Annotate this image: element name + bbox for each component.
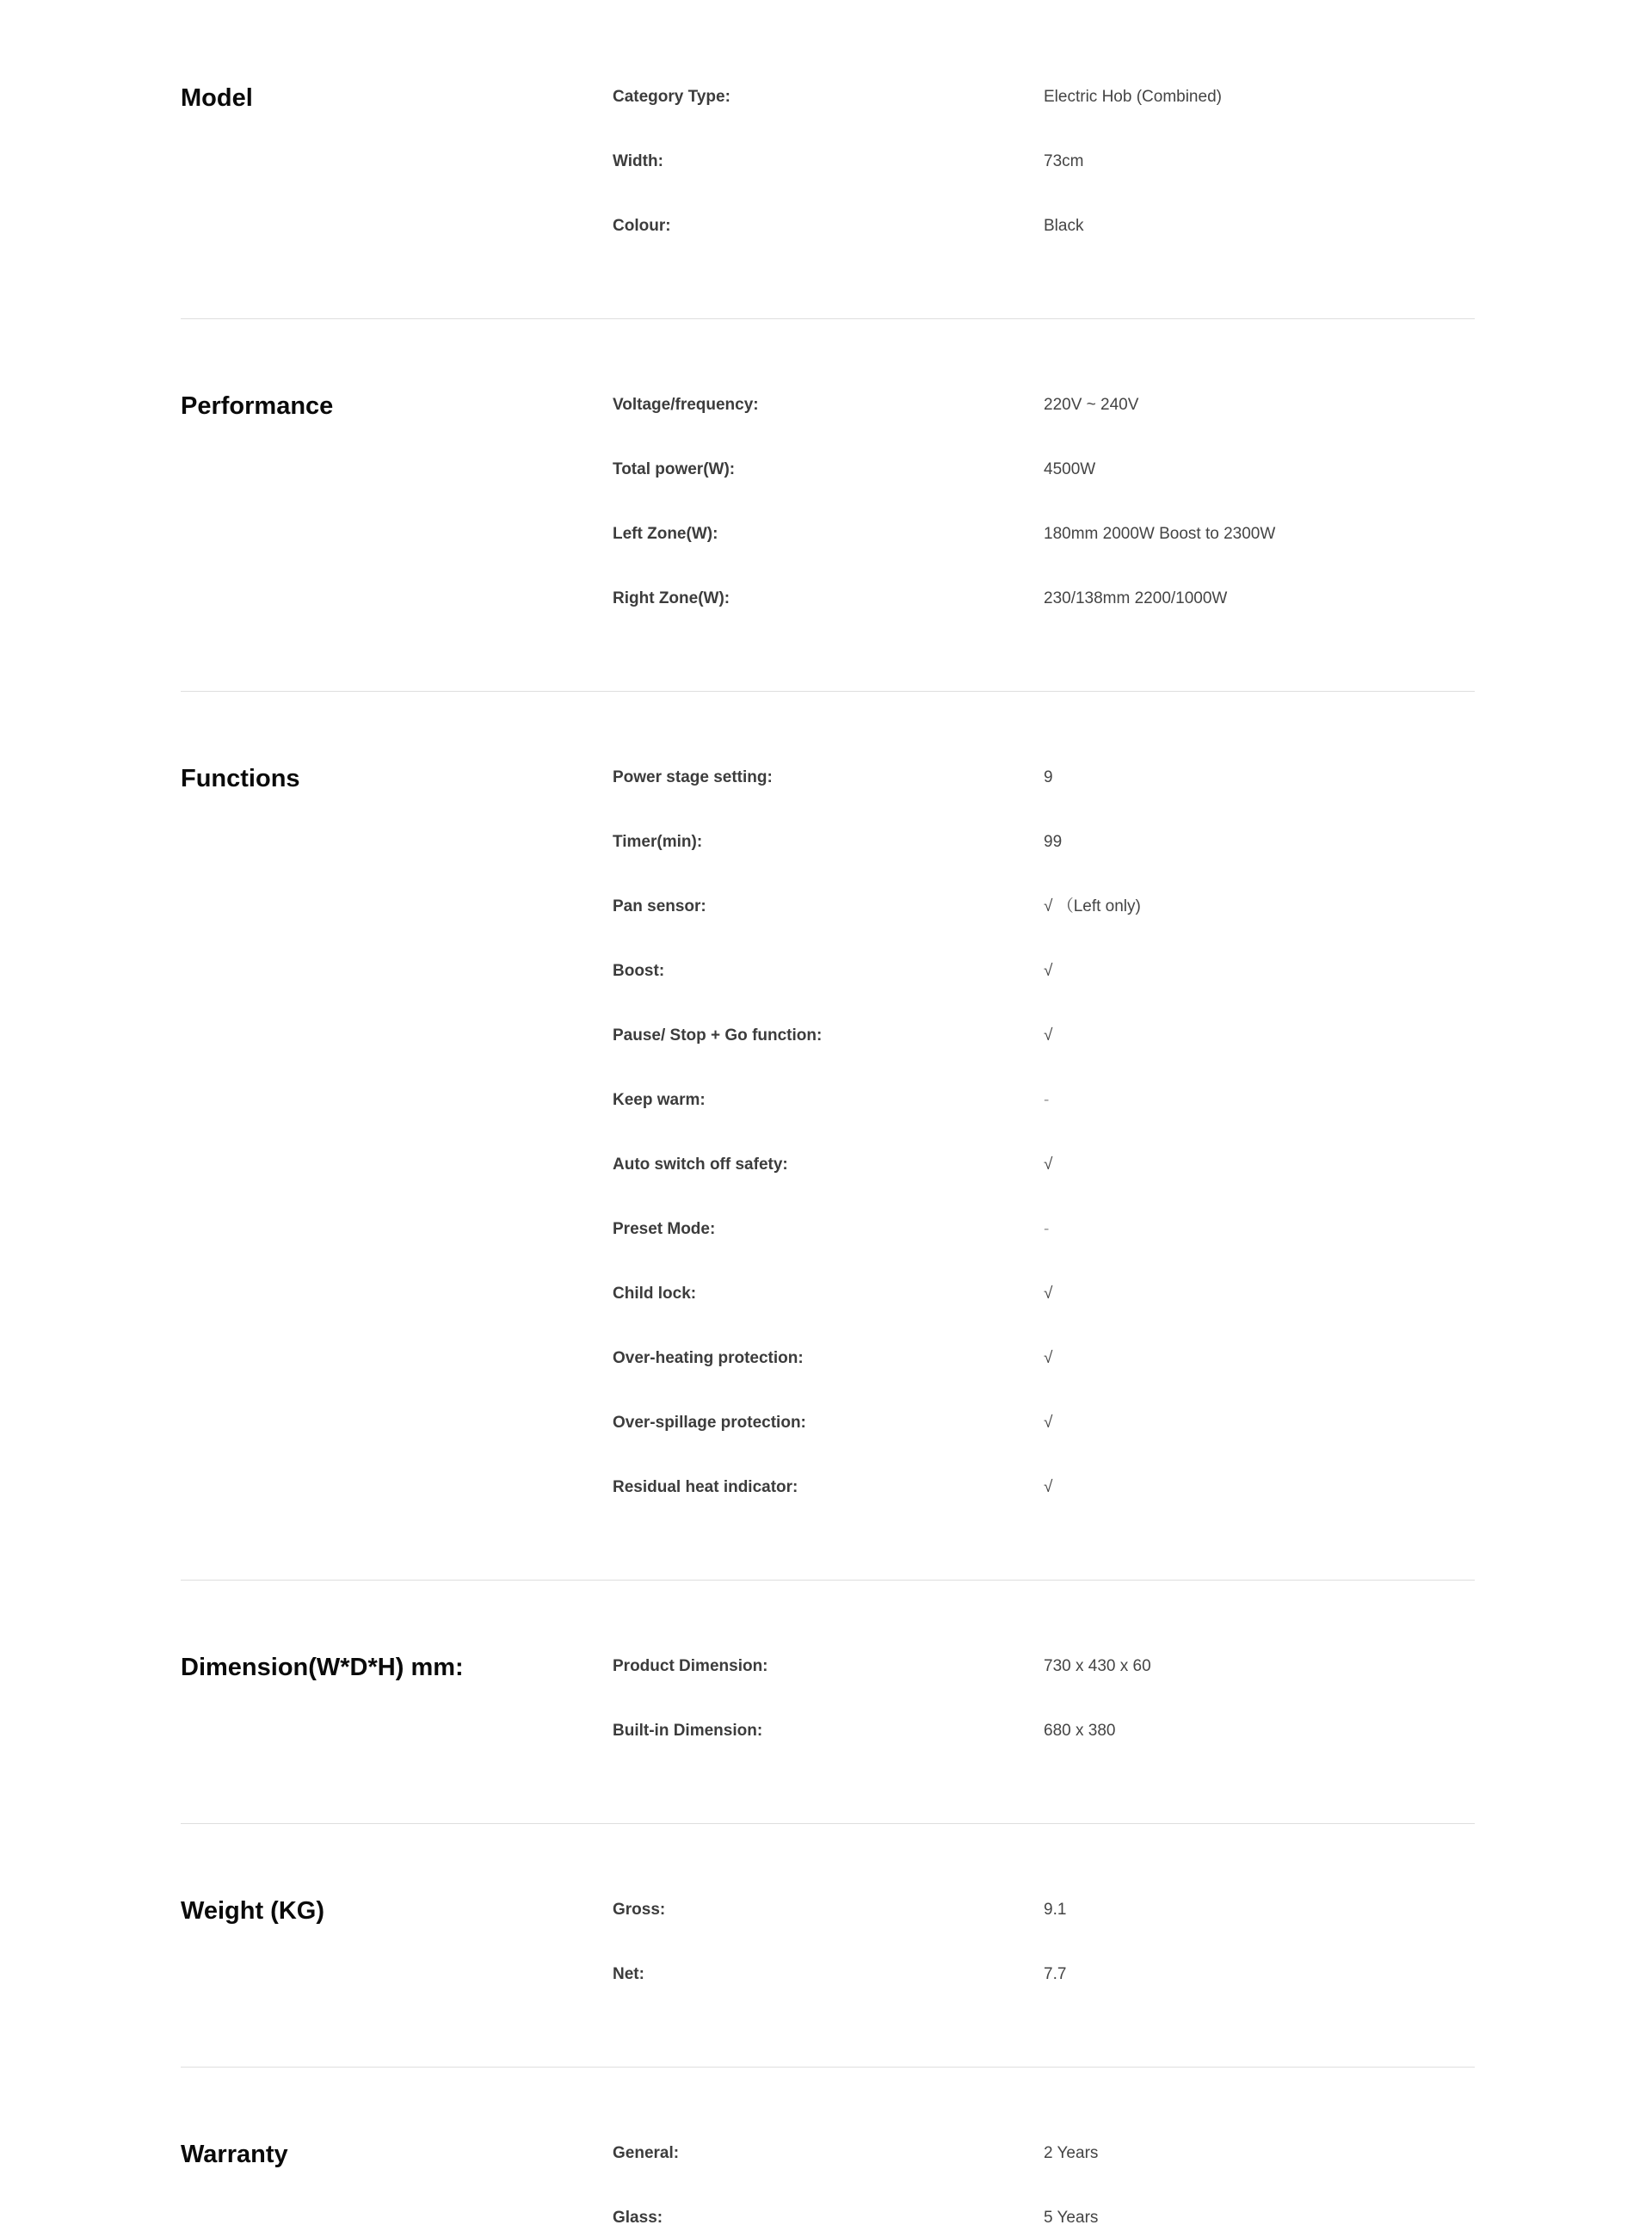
spec-label: General: [613,2144,680,2162]
spec-row [181,1718,1475,1744]
spec-row [181,84,1475,110]
spec-value: 99 [1044,833,1063,851]
spec-row [181,213,1475,239]
spec-label: Gross: [613,1901,666,1919]
spec-row [181,586,1475,612]
spec-value: 230/138mm 2200/1000W [1044,589,1228,607]
spec-label: Net: [613,1965,644,1983]
spec-value: 730 x 430 x 60 [1044,1657,1151,1675]
spec-value: √ [1044,1026,1053,1045]
section-title: Functions [181,765,300,792]
spec-label: Colour: [613,217,671,235]
spec-value: 180mm 2000W Boost to 2300W [1044,525,1276,543]
spec-value: √ [1044,962,1053,980]
section-title: Dimension(W*D*H) mm: [181,1654,464,1681]
spec-label: Product Dimension: [613,1657,768,1675]
spec-label: Category Type: [613,88,730,106]
spec-label: Left Zone(W): [613,525,718,543]
spec-value: 73cm [1044,152,1084,170]
section-divider [181,1823,1475,1824]
section-divider [181,318,1475,319]
spec-label: Pause/ Stop + Go function: [613,1026,823,1045]
spec-label: Power stage setting: [613,768,773,786]
spec-row [181,149,1475,175]
spec-value: 7.7 [1044,1965,1067,1983]
spec-value: Electric Hob (Combined) [1044,88,1222,106]
spec-label: Auto switch off safety: [613,1156,788,1174]
spec-label: Pan sensor: [613,897,706,915]
spec-value: √ [1044,1285,1053,1303]
spec-value: 9.1 [1044,1901,1067,1919]
spec-row [181,1654,1475,1679]
spec-value: 680 x 380 [1044,1722,1116,1740]
spec-value: 4500W [1044,460,1096,478]
spec-row [181,2141,1475,2166]
section-divider [181,1580,1475,1581]
spec-row [181,392,1475,418]
spec-row [181,1088,1475,1113]
section-divider [181,691,1475,692]
spec-row [181,1962,1475,1988]
spec-label: Total power(W): [613,460,736,478]
spec-row [181,958,1475,984]
spec-label: Keep warm: [613,1091,706,1109]
spec-row [181,1475,1475,1501]
spec-value: 220V ~ 240V [1044,396,1139,414]
section-title: Weight (KG) [181,1897,324,1925]
spec-row [181,1023,1475,1049]
spec-row [181,457,1475,483]
spec-row [181,1281,1475,1307]
spec-row [181,2205,1475,2231]
spec-label: Boost: [613,962,665,980]
spec-value: 9 [1044,768,1053,786]
spec-row [181,765,1475,791]
spec-label: Preset Mode: [613,1220,716,1238]
spec-label: Residual heat indicator: [613,1478,798,1496]
section-title: Model [181,84,253,112]
spec-label: Voltage/frequency: [613,396,759,414]
spec-value: √ [1044,1478,1053,1496]
spec-value: - [1044,1220,1050,1238]
spec-row [181,1217,1475,1242]
spec-label: Glass: [613,2209,663,2227]
spec-value: √ [1044,1349,1053,1367]
spec-row [181,521,1475,547]
spec-value: 2 Years [1044,2144,1099,2162]
section-title: Warranty [181,2141,288,2168]
spec-label: Child lock: [613,1285,697,1303]
spec-row [181,1152,1475,1178]
spec-row [181,894,1475,920]
spec-row [181,1346,1475,1371]
spec-label: Over-heating protection: [613,1349,804,1367]
spec-value: √ [1044,1414,1053,1432]
spec-label: Right Zone(W): [613,589,730,607]
spec-value: √ （Left only) [1044,897,1141,915]
spec-row [181,1897,1475,1923]
spec-value: 5 Years [1044,2209,1099,2227]
section-divider [181,2067,1475,2068]
spec-row [181,1410,1475,1436]
spec-row [181,829,1475,855]
spec-value: √ [1044,1156,1053,1174]
spec-label: Width: [613,152,663,170]
spec-label: Built-in Dimension: [613,1722,763,1740]
spec-label: Timer(min): [613,833,703,851]
section-title: Performance [181,392,334,420]
spec-label: Over-spillage protection: [613,1414,806,1432]
spec-value: - [1044,1091,1050,1109]
spec-value: Black [1044,217,1084,235]
